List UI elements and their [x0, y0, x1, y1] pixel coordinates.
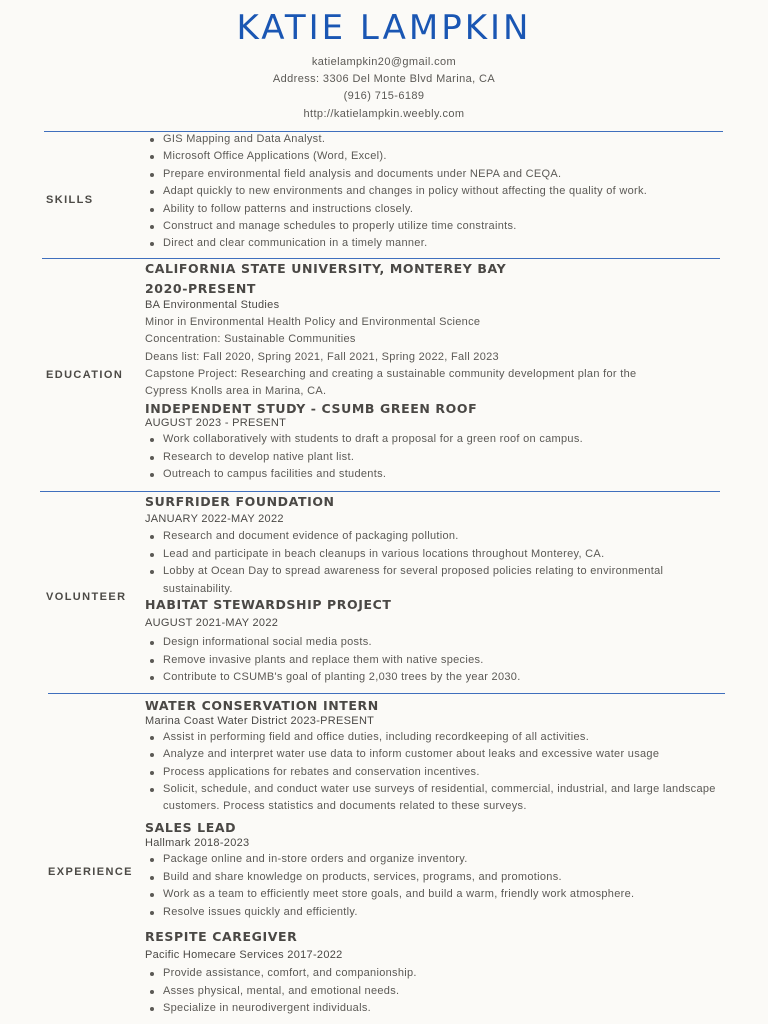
school-dates: 2020-PRESENT: [145, 281, 257, 296]
job2-list: [145, 851, 745, 921]
list-item: Adapt quickly to new environments and changes in policy without affecting the quality of work.: [145, 183, 745, 200]
study-list: [145, 431, 745, 484]
list-item: Package online and in-store orders and organize inventory.: [145, 851, 745, 869]
list-item: Outreach to campus facilities and students.: [145, 466, 745, 484]
job1-title: WATER CONSERVATION INTERN: [145, 698, 379, 713]
section-label-skills: SKILLS: [46, 194, 94, 206]
org1-list: [145, 528, 665, 598]
list-item: Research to develop native plant list.: [145, 449, 745, 467]
website-text: http://katielampkin.weebly.com: [303, 107, 465, 120]
list-item: Ability to follow patterns and instructions closely.: [145, 201, 745, 218]
list-item: Work collaboratively with students to draft a proposal for a green roof on campus.: [145, 431, 745, 449]
list-item: Analyze and interpret water use data to inform customer about leaks and excessive water usage: [145, 746, 735, 763]
education-line: Concentration: Sustainable Communities: [145, 333, 356, 346]
list-item: Lobby at Ocean Day to spread awareness for several proposed policies relating to environmental sustainability.: [145, 563, 665, 598]
study-title: INDEPENDENT STUDY - CSUMB GREEN ROOF: [145, 401, 478, 416]
org1-title: SURFRIDER FOUNDATION: [145, 494, 335, 509]
list-item: GIS Mapping and Data Analyst.: [145, 131, 745, 148]
section-label-experience: EXPERIENCE: [48, 866, 133, 878]
divider-education-volunteer: [40, 491, 720, 492]
list-item: Direct and clear communication in a timely manner.: [145, 235, 745, 252]
list-item: Lead and participate in beach cleanups in various locations throughout Monterey, CA.: [145, 546, 665, 564]
section-label-education: EDUCATION: [46, 369, 124, 381]
job2-title: SALES LEAD: [145, 820, 237, 835]
skills-list: [145, 131, 745, 253]
list-item: Resolve issues quickly and efficiently.: [145, 904, 745, 922]
address-text: Address: 3306 Del Monte Blvd Marina, CA: [272, 73, 496, 86]
org2-dates: AUGUST 2021-MAY 2022: [145, 617, 279, 629]
education-line: Cypress Knolls area in Marina, CA.: [145, 385, 327, 398]
job3-subtitle: Pacific Homecare Services 2017-2022: [145, 949, 343, 961]
list-item: Microsoft Office Applications (Word, Excel).: [145, 148, 745, 165]
study-dates: AUGUST 2023 - PRESENT: [145, 417, 287, 429]
list-item: Design informational social media posts.: [145, 634, 745, 652]
job1-list: [145, 729, 735, 815]
list-item: Construct and manage schedules to properly utilize time constraints.: [145, 218, 745, 235]
org2-title: HABITAT STEWARDSHIP PROJECT: [145, 597, 392, 612]
education-details: [145, 297, 745, 400]
email-text: katielampkin20@gmail.com: [311, 56, 457, 68]
list-item: Build and share knowledge on products, services, programs, and promotions.: [145, 869, 745, 887]
list-item: Process applications for rebates and conservation incentives.: [145, 764, 735, 781]
list-item: Research and document evidence of packaging pollution.: [145, 528, 665, 546]
list-item: Assist in performing field and office duties, including recordkeeping of all activities.: [145, 729, 735, 746]
list-item: Asses physical, mental, and emotional needs.: [145, 983, 745, 1001]
list-item: Solicit, schedule, and conduct water use surveys of residential, commercial, industrial, and large landscape customers. Process statistics and documents related to these surveys.: [145, 781, 735, 816]
list-item: Prepare environmental field analysis and documents under NEPA and CEQA.: [145, 166, 745, 183]
candidate-name: KATIE LAMPKIN: [236, 8, 532, 48]
degree-text: BA Environmental Studies: [145, 299, 280, 311]
list-item: Provide assistance, comfort, and companionship.: [145, 965, 745, 983]
org1-dates: JANUARY 2022-MAY 2022: [145, 513, 284, 525]
list-item: Contribute to CSUMB's goal of planting 2,030 trees by the year 2030.: [145, 669, 745, 687]
education-line: Deans list: Fall 2020, Spring 2021, Fall 2021, Spring 2022, Fall 2023: [145, 350, 499, 363]
education-line: Capstone Project: Researching and creating a sustainable community development plan for the: [145, 367, 637, 380]
list-item: Work as a team to efficiently meet store goals, and build a warm, friendly work atmosphere.: [145, 886, 745, 904]
list-item: Remove invasive plants and replace them with native species.: [145, 652, 745, 670]
section-label-volunteer: VOLUNTEER: [46, 591, 127, 603]
education-line: Minor in Environmental Health Policy and Environmental Science: [145, 316, 481, 329]
job1-subtitle: Marina Coast Water District 2023-PRESENT: [145, 715, 375, 727]
org2-list: [145, 634, 745, 687]
divider-volunteer-experience: [48, 693, 725, 694]
school-title: CALIFORNIA STATE UNIVERSITY, MONTEREY BAY: [145, 261, 507, 276]
job2-subtitle: Hallmark 2018-2023: [145, 837, 250, 849]
list-item: Specialize in neurodivergent individuals.: [145, 1000, 745, 1018]
divider-skills-education: [42, 258, 720, 259]
job3-list: [145, 965, 745, 1018]
job3-title: RESPITE CAREGIVER: [145, 929, 298, 944]
phone-text: (916) 715-6189: [343, 90, 425, 103]
contact-block: [0, 54, 768, 123]
